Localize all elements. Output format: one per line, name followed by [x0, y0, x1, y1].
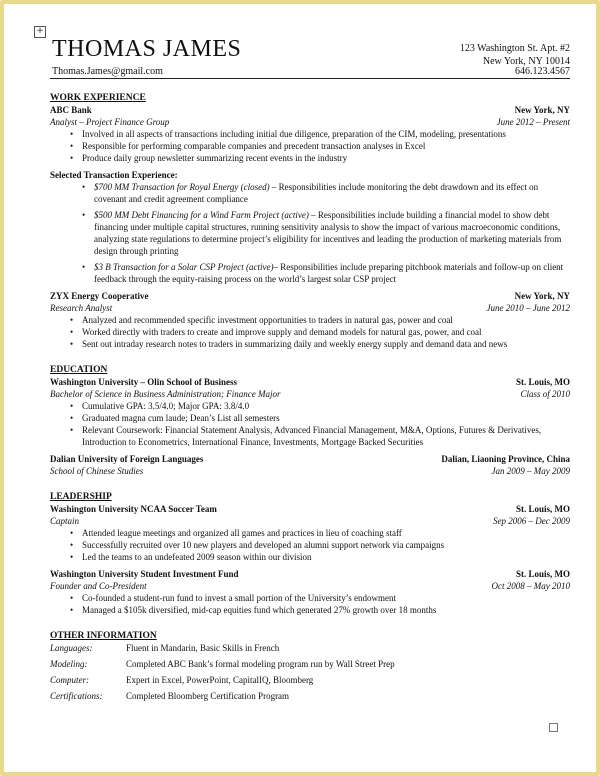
school-header-washington [50, 376, 570, 388]
info-label: Certifications: [50, 691, 103, 701]
bullet-list [50, 592, 570, 616]
job-role-row-abc [50, 116, 570, 128]
org-dates: Sep 2006 – Dec 2009 [493, 516, 570, 526]
bullet-list [50, 400, 570, 448]
info-label: Languages: [50, 643, 93, 653]
selected-transactions-label: Selected Transaction Experience: [50, 170, 178, 180]
school-location: St. Louis, MO [515, 377, 570, 387]
phone: 646.123.4567 [515, 66, 570, 77]
info-label: Modeling: [50, 659, 88, 669]
bullet-item: • Analyzed and recommended specific investment opportunities to traders in natural gas, power and coal [82, 314, 570, 326]
program: School of Chinese Studies [50, 466, 144, 476]
table-resize-handle-icon[interactable] [549, 723, 558, 732]
job-location: New York, NY [514, 105, 570, 115]
candidate-name: THOMAS JAMES [52, 36, 242, 62]
deal-list [50, 181, 570, 285]
deal-text: – Responsibilities include building a financial model to show debt financing under multiple capital structures, running sensitivity analysis to show the impact of various macroeconomic conditions, analyzing state regulations to determine project’s eligibility for incentives and leading the production of marketing materials from design through printing [94, 210, 562, 256]
school-name: Washington University – Olin School of Business [50, 377, 238, 387]
bullet-list [50, 128, 570, 164]
info-value: Completed ABC Bank’s formal modeling program run by Wall Street Prep [126, 659, 395, 669]
job-location: New York, NY [514, 291, 570, 301]
deal-item [94, 209, 570, 257]
table-move-handle-icon[interactable]: + [34, 26, 46, 38]
bullet-item: • Worked directly with traders to create and improve supply and demand models for natural gas, power, and coal [82, 326, 570, 338]
deal-text: – Responsibilities include monitoring the debt drawdown and its effect on covenant and credit agreement compliance [94, 182, 539, 204]
bullet-item: • Relevant Coursework: Financial Statement Analysis, Advanced Financial Management, M&A, Options, Futures & Derivatives, Introduction to Econometrics, International Finance, Investments, Mortgage Backed Securities [82, 424, 570, 448]
deal-item [94, 261, 570, 285]
bullet-item: • Successfully recruited over 10 new players and developed an alumni support network via campaigns [82, 539, 570, 551]
resume-body [50, 92, 570, 702]
job-dates: June 2012 – Present [496, 117, 570, 127]
org-name: Washington University Student Investment Fund [50, 569, 239, 579]
header-divider [50, 78, 570, 79]
address-block [460, 42, 570, 68]
bullet-item: • Cumulative GPA: 3.5/4.0; Major GPA: 3.8/4.0 [82, 400, 570, 412]
section-title-work: WORK EXPERIENCE [50, 93, 146, 103]
bullet-item: • Led the teams to an undefeated 2009 season within our division [82, 551, 570, 563]
bullet-item: • Managed a $105k diversified, mid-cap equities fund which generated 27% growth over 18 months [82, 604, 570, 616]
bullet-item: • Attended league meetings and organized all games and practices in lieu of coaching staff [82, 527, 570, 539]
school-header-dalian [50, 453, 570, 465]
school-dates: Class of 2010 [520, 389, 570, 399]
job-role: Analyst – Project Finance Group [50, 117, 170, 127]
org-role: Captain [50, 516, 80, 526]
section-title-education: EDUCATION [50, 365, 108, 375]
company-name: ZYX Energy Cooperative [50, 291, 149, 301]
degree-row [50, 388, 570, 400]
company-name: ABC Bank [50, 105, 92, 115]
deal-item [94, 181, 570, 205]
info-row [50, 690, 570, 702]
section-title-leadership: LEADERSHIP [50, 492, 112, 502]
bullet-item: • Produce daily group newsletter summarizing recent events in the industry [82, 152, 570, 164]
info-value: Completed Bloomberg Certification Program [126, 691, 290, 701]
address-line-2: New York, NY 10014 [482, 56, 570, 67]
deal-name: $500 MM Debt Financing for a Wind Farm Project (active) [94, 210, 309, 220]
info-row [50, 642, 570, 654]
school-location: Dalian, Liaoning Province, China [441, 454, 570, 464]
bullet-item: • Sent out intraday research notes to traders in summarizing daily and weekly energy supply and demand data and news [82, 338, 570, 350]
org-dates: Oct 2008 – May 2010 [491, 581, 570, 591]
org-location: St. Louis, MO [515, 569, 570, 579]
bullet-item: • Co-founded a student-run fund to invest a small portion of the University’s endowment [82, 592, 570, 604]
program-row [50, 465, 570, 477]
org-header-fund [50, 568, 570, 580]
info-label: Computer: [50, 675, 89, 685]
bullet-list [50, 314, 570, 350]
org-role-row-soccer [50, 515, 570, 527]
bullet-item: • Involved in all aspects of transactions including initial due diligence, preparation of the CIM, modeling, presentations [82, 128, 570, 140]
deal-name: $700 MM Transaction for Royal Energy (closed) [94, 182, 270, 192]
job-role-row-zyx [50, 302, 570, 314]
email: Thomas.James@gmail.com [52, 66, 163, 77]
org-header-soccer [50, 503, 570, 515]
job-header-abc [50, 104, 570, 116]
job-dates: June 2010 – June 2012 [486, 303, 570, 313]
info-value: Fluent in Mandarin, Basic Skills in French [126, 643, 280, 653]
section-title-other: OTHER INFORMATION [50, 631, 157, 641]
org-role: Founder and Co-President [50, 581, 147, 591]
info-value: Expert in Excel, PowerPoint, CapitalIQ, Bloomberg [126, 675, 314, 685]
bullet-list [50, 527, 570, 563]
job-role: Research Analyst [50, 303, 113, 313]
org-location: St. Louis, MO [515, 504, 570, 514]
address-line-1: 123 Washington St. Apt. #2 [459, 43, 570, 54]
school-name: Dalian University of Foreign Languages [50, 454, 204, 464]
bullet-item: • Responsible for performing comparable companies and precedent transaction analyses in Excel [82, 140, 570, 152]
org-name: Washington University NCAA Soccer Team [50, 504, 217, 514]
bullet-item: • Graduated magna cum laude; Dean’s List all semesters [82, 412, 570, 424]
school-dates: Jan 2009 – May 2009 [491, 466, 570, 476]
job-header-zyx [50, 290, 570, 302]
info-row [50, 658, 570, 670]
deal-text: – Responsibilities include preparing pitchbook materials and follow-up on client feedback through the equity-raising process on the world’s largest solar CSP project [94, 262, 564, 284]
org-role-row-fund [50, 580, 570, 592]
info-row [50, 674, 570, 686]
deal-name: $3 B Transaction for a Solar CSP Project (active) [94, 262, 274, 272]
degree: Bachelor of Science in Business Administration; Finance Major [50, 389, 281, 399]
